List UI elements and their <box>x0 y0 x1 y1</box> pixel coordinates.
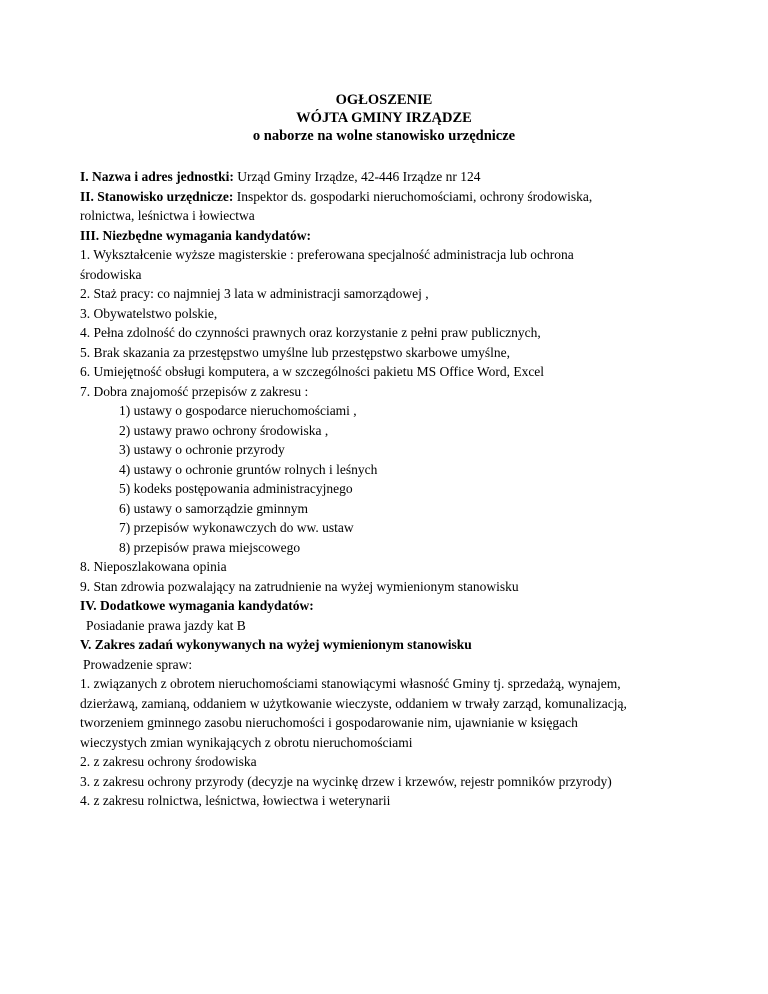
requirement-item: 8. Nieposzlakowana opinia <box>80 559 227 574</box>
document-body <box>80 167 720 811</box>
task-line: 4. z zakresu rolnictwa, leśnictwa, łowiectwa i weterynarii <box>80 793 391 808</box>
header <box>0 91 768 145</box>
section-2-text: Inspektor ds. gospodarki nieruchomościami, ochrony środowiska, <box>233 188 593 204</box>
tasks-intro: Prowadzenie spraw: <box>83 656 193 672</box>
requirement-item: 5. Brak skazania za przestępstwo umyślne lub przestępstwo skarbowe umyślne, <box>80 344 511 360</box>
task-line: wieczystych zmian wynikających z obrotu nieruchomościami <box>80 734 413 750</box>
section-2 <box>80 187 720 207</box>
section-5-label: V. Zakres zadań wykonywanych na wyżej wymienionym stanowisku <box>80 637 472 652</box>
task-line: tworzeniem gminnego zasobu nieruchomości i gospodarowanie nim, ujawnianie w księgach <box>80 715 578 730</box>
additional-requirement: Posiadanie prawa jazdy kat B <box>86 617 246 633</box>
regulation-subitem: 1) ustawy o gospodarce nieruchomościami , <box>119 403 357 418</box>
regulation-subitem: 5) kodeks postępowania administracyjnego <box>119 481 353 496</box>
regulation-subitem: 4) ustawy o ochronie gruntów rolnych i leśnych <box>119 461 378 477</box>
section-1-text: Urząd Gminy Irządze, 42-446 Irządze nr 124 <box>233 169 481 184</box>
document-issuer: WÓJTA GMINY IRZĄDZE <box>296 110 472 126</box>
section-2-continuation: rolnictwa, leśnictwa i łowiectwa <box>80 208 255 223</box>
document-subject: o naborze na wolne stanowisko urzędnicze <box>252 128 516 144</box>
section-1-label: I. Nazwa i adres jednostki: <box>80 169 234 184</box>
requirement-item: 1. Wykształcenie wyższe magisterskie : preferowana specjalność administracja lub ochrona <box>80 247 574 262</box>
section-3-label: III. Niezbędne wymagania kandydatów: <box>80 227 312 243</box>
task-line: dzierżawą, zamianą, oddaniem w użytkowanie wieczyste, oddaniem w trwały zarząd, komunalizacją, <box>80 695 627 711</box>
requirement-item: 2. Staż pracy: co najmniej 3 lata w administracji samorządowej , <box>80 286 429 301</box>
requirement-item: 9. Stan zdrowia pozwalający na zatrudnienie na wyżej wymienionym stanowisku <box>80 578 519 594</box>
regulation-subitem: 6) ustawy o samorządzie gminnym <box>119 500 308 516</box>
task-line: 2. z zakresu ochrony środowiska <box>80 754 257 769</box>
task-line: 3. z zakresu ochrony przyrody (decyzje na wycinkę drzew i krzewów, rejestr pomników przyrody) <box>80 773 612 789</box>
section-2-label: II. Stanowisko urzędnicze: <box>80 188 234 204</box>
section-4-label: IV. Dodatkowe wymagania kandydatów: <box>80 598 314 613</box>
requirement-item: 3. Obywatelstwo polskie, <box>80 305 218 321</box>
requirement-item: 6. Umiejętność obsługi komputera, a w szczególności pakietu MS Office Word, Excel <box>80 364 545 379</box>
task-line: 1. związanych z obrotem nieruchomościami stanowiącymi własność Gminy tj. sprzedażą, wynajem, <box>80 676 621 691</box>
requirement-item: 7. Dobra znajomość przepisów z zakresu : <box>80 383 309 399</box>
requirement-item: środowiska <box>80 266 142 282</box>
section-1 <box>80 167 720 187</box>
regulation-subitem: 8) przepisów prawa miejscowego <box>119 539 301 555</box>
regulation-subitem: 2) ustawy prawo ochrony środowiska , <box>119 422 329 438</box>
regulation-subitem: 7) przepisów wykonawczych do ww. ustaw <box>119 520 354 535</box>
requirement-item: 4. Pełna zdolność do czynności prawnych oraz korzystanie z pełni praw publicznych, <box>80 325 541 340</box>
document-title: OGŁOSZENIE <box>335 92 433 108</box>
regulation-subitem: 3) ustawy o ochronie przyrody <box>119 442 285 457</box>
